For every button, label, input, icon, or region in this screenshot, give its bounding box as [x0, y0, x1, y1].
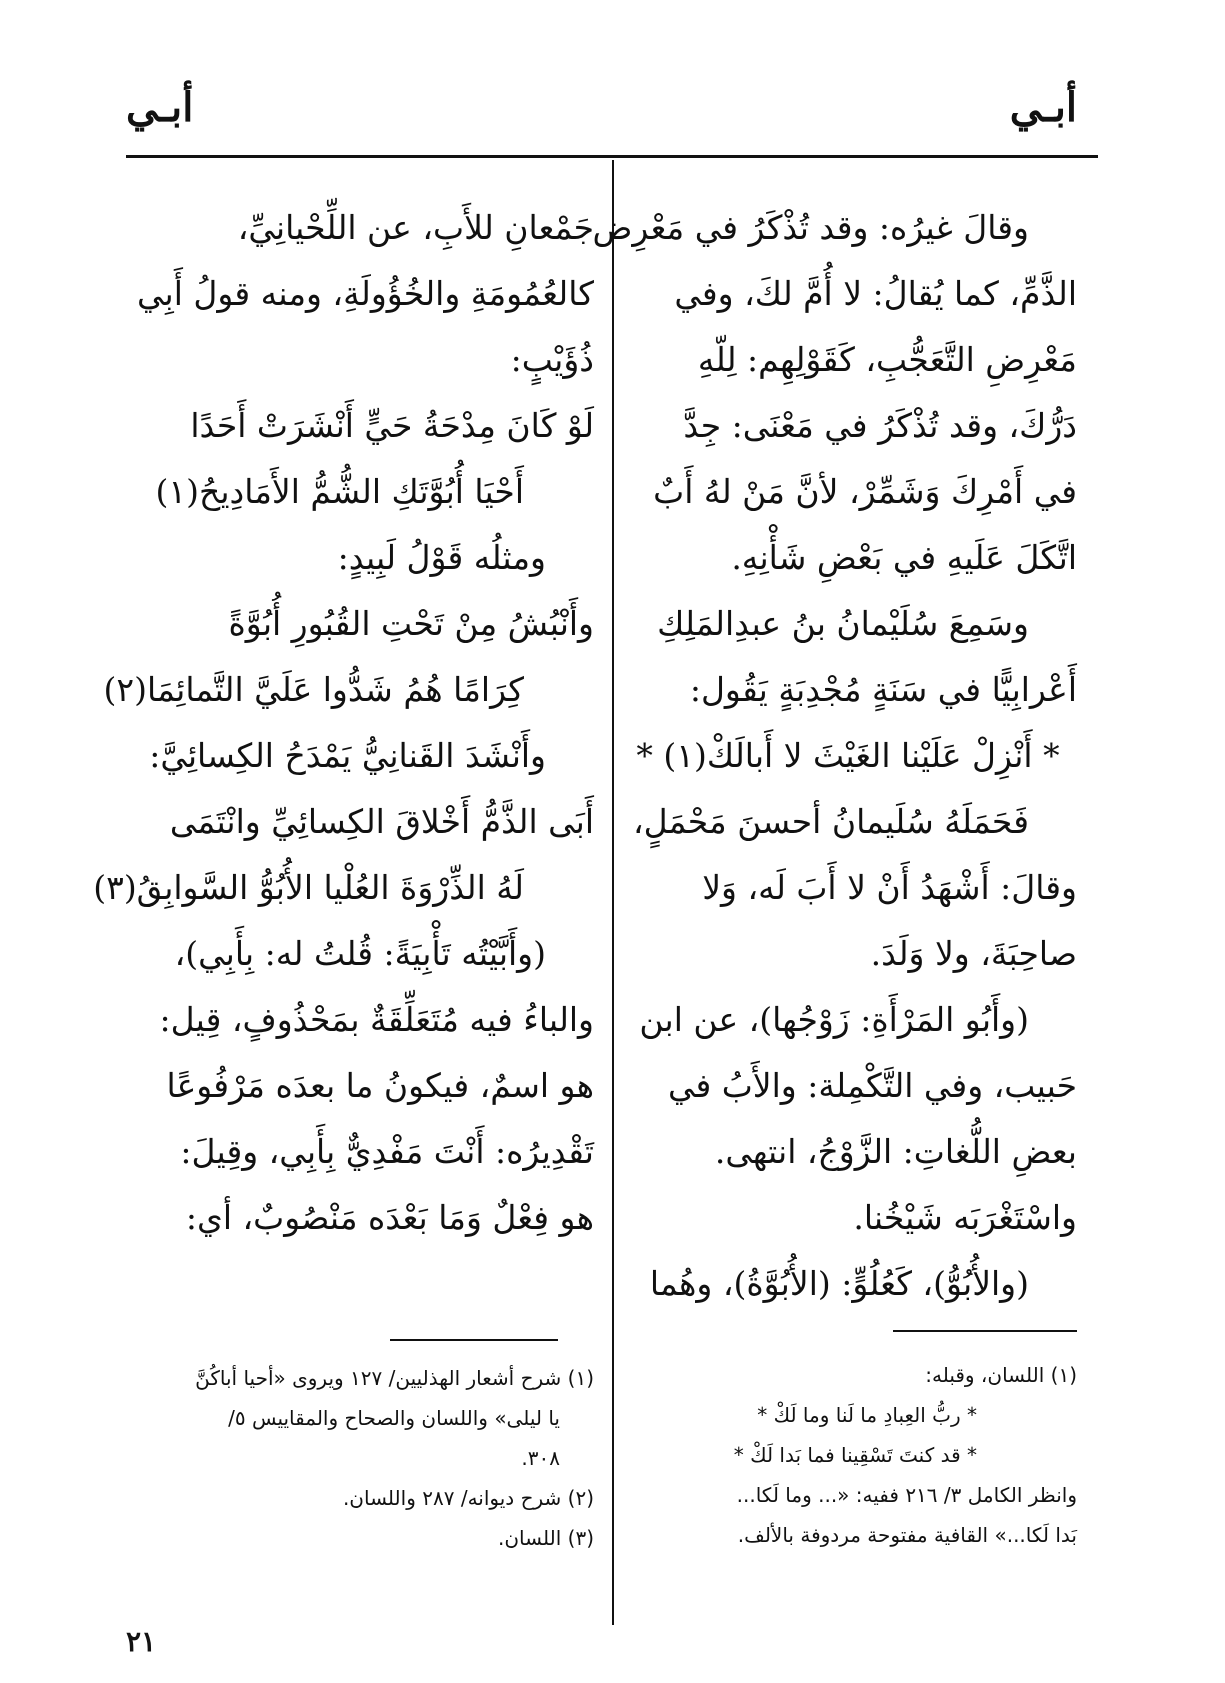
- running-header-left: أبـي: [126, 84, 194, 131]
- footnote-rule-left: [390, 1339, 558, 1341]
- footnote: (١) اللسان، وقبله:: [925, 1363, 1077, 1387]
- text-line: ذُؤَيْبٍ:: [510, 340, 594, 379]
- text-line: هو اسمٌ، فيكونُ ما بعدَه مَرْفُوعًا: [166, 1066, 594, 1105]
- text-line: بعضِ اللُّغاتِ: الزَّوْجُ، انتهى.: [714, 1132, 1077, 1171]
- text-line: هو فِعْلٌ وَمَا بَعْدَه مَنْصُوبٌ، أي:: [185, 1198, 594, 1237]
- text-line: وسَمِعَ سُلَيْمانُ بنُ عبدِالمَلِكِ: [657, 604, 1029, 643]
- text-line: واسْتَغْرَبَه شَيْخُنا.: [853, 1198, 1077, 1237]
- verse-line: لَهُ الذِّرْوَةَ العُلْيا الأُبُوُّ السَّوابِقُ(٣): [93, 868, 524, 907]
- text-line: في أَمْرِكَ وَشَمِّرْ، لأنَّ مَنْ لهُ أَبٌ: [653, 472, 1077, 511]
- footnote: ٣٠٨.: [521, 1446, 560, 1470]
- text-line: دَرُّكَ، وقد تُذْكَرُ في مَعْنَى: جِدَّ: [683, 406, 1077, 445]
- text-line: فَحَمَلَهُ سُلَيمانُ أحسنَ مَحْمَلٍ،: [633, 802, 1029, 841]
- footnote: (٣) اللسان.: [498, 1526, 594, 1550]
- text-line: والباءُ فيه مُتَعَلِّقَةٌ بمَحْذُوفٍ، قِيل:: [159, 1000, 594, 1039]
- footnote: وانظر الكامل ٣/ ٢١٦ ففيه: «... وما لَكا...: [736, 1483, 1077, 1507]
- text-line: وقالَ غيرُه: وقد تُذْكَرُ في مَعْرِض: [592, 208, 1029, 247]
- text-line: كالعُمُومَةِ والخُؤُولَةِ، ومنه قولُ أَبِي: [137, 274, 594, 313]
- verse-line: أَحْيَا أُبُوَّتَكِ الشُّمُّ الأَمَادِيحُ(١): [155, 472, 524, 511]
- text-line: (والأُبُوُّ)، كَعُلُوٍّ: (الأُبُوَّةُ)، وهُما: [649, 1264, 1029, 1303]
- text-line: أَعْرابِيًّا في سَنَةٍ مُجْدِبَةٍ يَقُول:: [689, 670, 1077, 709]
- footnote-verse: * قد كنتَ تَسْقِينا فما بَدا لَكْ *: [733, 1443, 977, 1467]
- text-line: مَعْرِضِ التَّعَجُّبِ، كَقَوْلِهِم: لِلّهِ: [697, 340, 1077, 379]
- footnotes-left: [126, 1358, 594, 1558]
- running-header-right: أبـي: [1009, 84, 1077, 131]
- footnote: بَدا لَكا...» القافية مفتوحة مردوفة بالألف.: [737, 1523, 1077, 1547]
- verse-line: وأَنْبُشُ مِنْ تَحْتِ القُبُورِ أُبُوَّةً: [228, 604, 594, 643]
- verse-line: كِرَامًا هُمُ شَدُّوا عَلَيَّ التَّمائِمَا(٢): [103, 670, 524, 709]
- footnote: يا ليلى» واللسان والصحاح والمقاييس ٥/: [228, 1406, 560, 1430]
- footnote-rule-right: [893, 1330, 1077, 1332]
- text-line: الذَّمِّ، كما يُقالُ: لا أُمَّ لكَ، وفي: [674, 274, 1077, 313]
- verse-line: * أَنْزِلْ عَلَيْنا الغَيْثَ لا أَبالَكْ(١) *: [636, 736, 1060, 775]
- column-divider: [612, 160, 614, 1625]
- left-column: [93, 195, 594, 1251]
- text-line: (وأَبُو المَرْأَةِ: زَوْجُها)، عن ابن: [639, 1000, 1029, 1039]
- text-line: (وأَبَّيْتُه تَأْبِيَةً: قُلتُ له: بِأَبِي)،: [174, 934, 546, 973]
- verse-line: أَبَى الذَّمُّ أَخْلاقَ الكِسائِيِّ وانْتَمَى: [169, 802, 594, 841]
- page-number: ٢١: [126, 1625, 157, 1658]
- text-line: ومثلُه قَوْلُ لَبِيدٍ:: [337, 538, 546, 577]
- footnote-verse: * ربُّ العِبادِ ما لَنا وما لَكْ *: [757, 1403, 977, 1427]
- text-line: تَقْدِيرُه: أَنْتَ مَفْدِيٌّ بِأَبِي، وقِيلَ:: [180, 1132, 594, 1171]
- text-line: صاحِبَةَ، ولا وَلَدَ.: [870, 934, 1077, 973]
- footnote: (٢) شرح ديوانه/ ٢٨٧ واللسان.: [342, 1486, 594, 1510]
- text-line: اتَّكَلَ عَلَيهِ في بَعْضِ شَأْنِهِ.: [731, 538, 1077, 577]
- text-line: جَمْعانِ للأَبِ، عن اللِّحْيانِيِّ،: [237, 208, 594, 247]
- footnote: (١) شرح أشعار الهذليين/ ١٢٧ ويروى «أحيا أباكُنَّ: [195, 1366, 594, 1390]
- text-line: وأَنْشَدَ القَنانِيُّ يَمْدَحُ الكِسائِيَّ:: [149, 736, 546, 775]
- text-line: وقالَ: أَشْهَدُ أَنْ لا أَبَ لَه، وَلا: [702, 868, 1077, 907]
- text-line: حَبيب، وفي التَّكْمِلة: والأَبُ في: [667, 1066, 1077, 1105]
- footnotes-right: [619, 1355, 1077, 1555]
- right-column: [592, 195, 1077, 1317]
- verse-line: لَوْ كَانَ مِدْحَةُ حَيٍّ أَنْشَرَتْ أَحَدًا: [190, 406, 594, 445]
- header-rule: [126, 155, 1098, 158]
